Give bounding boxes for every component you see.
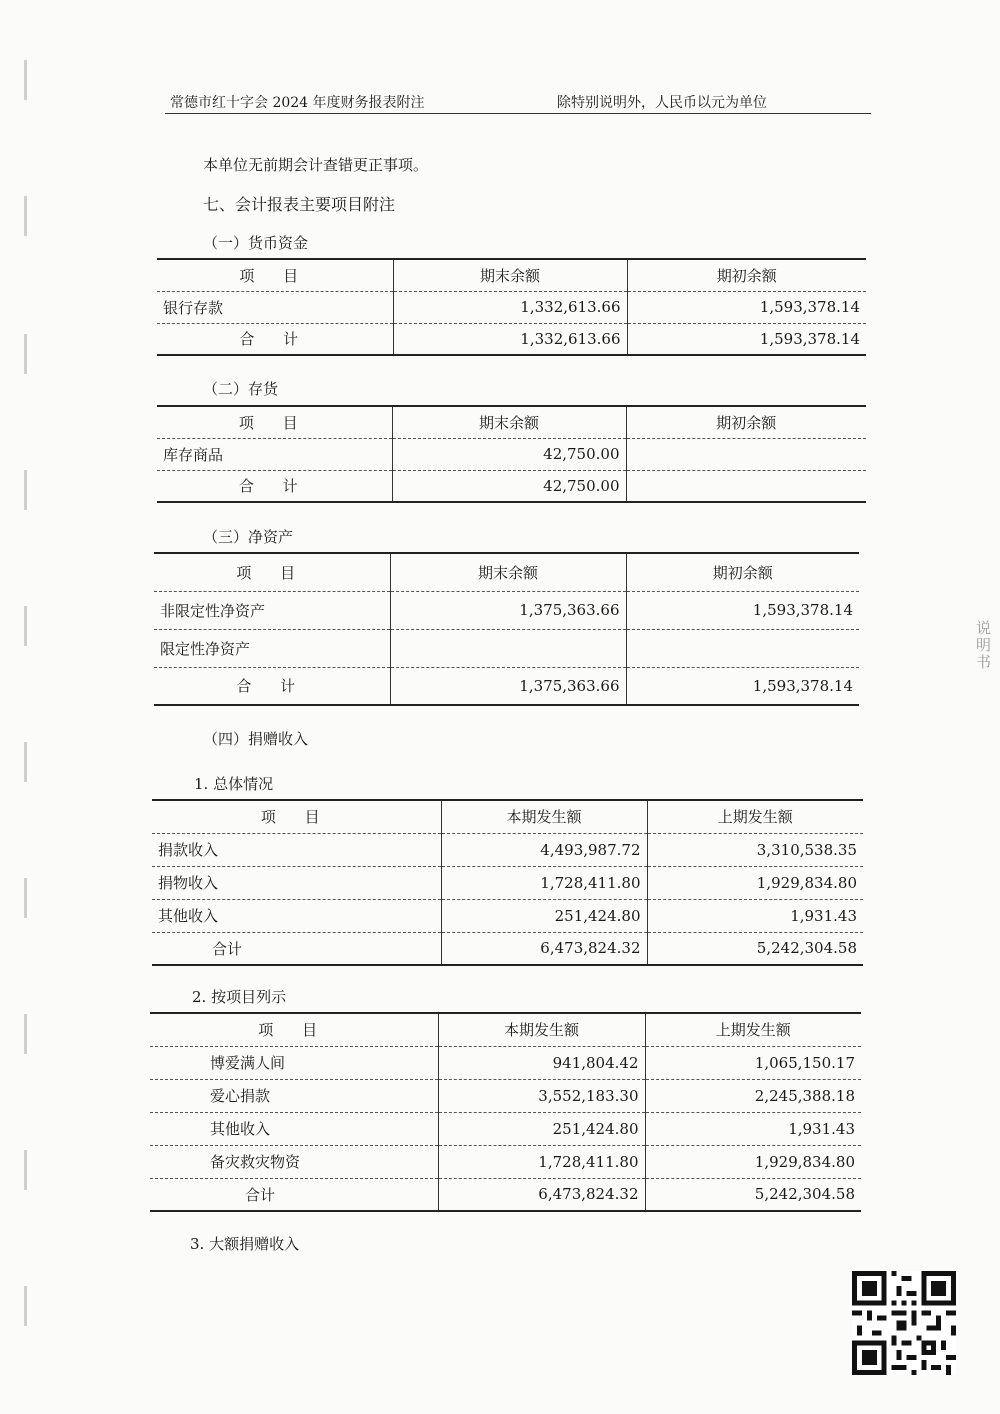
header-cell: 项 目 [152, 800, 441, 833]
value-cell: 3,310,538.35 [647, 833, 863, 866]
table-row [150, 1112, 861, 1145]
header-cell: 期初余额 [627, 259, 866, 291]
value-cell: 5,242,304.58 [645, 1178, 861, 1211]
table-row [157, 438, 866, 470]
table-row [152, 899, 863, 932]
header-cell: 上期发生额 [645, 1013, 861, 1046]
value-cell: 1,593,378.14 [627, 323, 866, 355]
row-label: 库存商品 [157, 438, 392, 470]
value-cell: 1,375,363.66 [390, 667, 626, 705]
binder-mark [24, 1286, 27, 1326]
donation-title: （四）捐赠收入 [203, 730, 309, 748]
value-cell: 941,804.42 [438, 1046, 645, 1079]
value-cell: 1,728,411.80 [438, 1145, 645, 1178]
row-label: 非限定性净资产 [154, 591, 390, 629]
value-cell: 6,473,824.32 [441, 932, 647, 965]
binder-mark [24, 196, 27, 236]
value-cell: 42,750.00 [392, 470, 626, 502]
row-label: 合计 [150, 1178, 438, 1211]
binder-mark [24, 60, 27, 100]
total-row [154, 667, 859, 705]
header-cell: 期末余额 [390, 553, 626, 591]
value-cell [626, 629, 859, 667]
binder-mark [24, 606, 27, 646]
table-row [150, 1046, 861, 1079]
row-label: 合 计 [154, 667, 390, 705]
table-row [154, 629, 859, 667]
table-header-row [157, 259, 866, 291]
value-cell [626, 438, 866, 470]
value-cell: 1,065,150.17 [645, 1046, 861, 1079]
value-cell: 1,332,613.66 [393, 291, 627, 323]
value-cell [390, 629, 626, 667]
table-row [157, 291, 866, 323]
value-cell: 1,593,378.14 [627, 291, 866, 323]
value-cell: 1,593,378.14 [626, 667, 859, 705]
value-cell: 251,424.80 [441, 899, 647, 932]
inventory-table [157, 405, 866, 503]
value-cell: 1,728,411.80 [441, 866, 647, 899]
row-label: 合 计 [157, 470, 392, 502]
binder-mark [24, 470, 27, 510]
donation-overall-table [152, 799, 863, 966]
header-cell: 本期发生额 [441, 800, 647, 833]
section-title: 七、会计报表主要项目附注 [203, 195, 396, 214]
header-cell: 本期发生额 [438, 1013, 645, 1046]
table-header-row [154, 553, 859, 591]
header-rule [165, 113, 871, 114]
cash-table [157, 258, 866, 356]
value-cell: 251,424.80 [438, 1112, 645, 1145]
table-header-row [152, 800, 863, 833]
cash-title: （一）货币资金 [203, 234, 309, 252]
binder-mark [24, 878, 27, 918]
net-assets-table [154, 552, 859, 706]
header-right: 除特别说明外，人民币以元为单位 [557, 95, 767, 111]
binder-mark [24, 742, 27, 782]
value-cell [626, 470, 866, 502]
by-project-title: 2. 按项目列示 [192, 988, 287, 1006]
header-cell: 项 目 [150, 1013, 438, 1046]
total-row [157, 470, 866, 502]
value-cell: 5,242,304.58 [647, 932, 863, 965]
value-cell: 1,593,378.14 [626, 591, 859, 629]
value-cell: 4,493,987.72 [441, 833, 647, 866]
side-stamp: 说明书 [974, 620, 992, 671]
intro-line: 本单位无前期会计查错更正事项。 [203, 156, 429, 174]
header-cell: 期末余额 [393, 259, 627, 291]
table-row [152, 866, 863, 899]
header-cell: 期末余额 [392, 406, 626, 438]
row-label: 其他收入 [150, 1112, 438, 1145]
table-row [154, 591, 859, 629]
table-row [152, 833, 863, 866]
table-header-row [157, 406, 866, 438]
value-cell: 1,375,363.66 [390, 591, 626, 629]
overall-title: 1. 总体情况 [194, 775, 274, 793]
value-cell: 2,245,388.18 [645, 1079, 861, 1112]
row-label: 银行存款 [157, 291, 393, 323]
row-label: 捐物收入 [152, 866, 441, 899]
total-row [150, 1178, 861, 1211]
value-cell: 6,473,824.32 [438, 1178, 645, 1211]
row-label: 限定性净资产 [154, 629, 390, 667]
table-row [150, 1145, 861, 1178]
donation-by-project-table [150, 1012, 861, 1212]
inventory-title: （二）存货 [203, 380, 279, 398]
value-cell: 1,929,834.80 [645, 1145, 861, 1178]
value-cell: 1,929,834.80 [647, 866, 863, 899]
header-cell: 项 目 [157, 259, 393, 291]
table-header-row [150, 1013, 861, 1046]
header-cell: 期初余额 [626, 406, 866, 438]
binder-mark [24, 1150, 27, 1190]
row-label: 其他收入 [152, 899, 441, 932]
value-cell: 42,750.00 [392, 438, 626, 470]
row-label: 合计 [152, 932, 441, 965]
total-row [157, 323, 866, 355]
large-donation-title: 3. 大额捐赠收入 [190, 1235, 300, 1253]
value-cell: 3,552,183.30 [438, 1079, 645, 1112]
row-label: 博爱满人间 [150, 1046, 438, 1079]
binder-mark [24, 1014, 27, 1054]
table-row [150, 1079, 861, 1112]
value-cell: 1,332,613.66 [393, 323, 627, 355]
row-label: 合 计 [157, 323, 393, 355]
header-cell: 项 目 [154, 553, 390, 591]
value-cell: 1,931.43 [645, 1112, 861, 1145]
header-cell: 项 目 [157, 406, 392, 438]
net-assets-title: （三）净资产 [203, 528, 294, 546]
header-cell: 期初余额 [626, 553, 859, 591]
row-label: 爱心捐款 [150, 1079, 438, 1112]
binder-mark [24, 334, 27, 374]
value-cell: 1,931.43 [647, 899, 863, 932]
qr-code-icon [852, 1271, 956, 1375]
header-left: 常德市红十字会 2024 年度财务报表附注 [170, 95, 425, 111]
row-label: 备灾救灾物资 [150, 1145, 438, 1178]
total-row [152, 932, 863, 965]
header-cell: 上期发生额 [647, 800, 863, 833]
row-label: 捐款收入 [152, 833, 441, 866]
